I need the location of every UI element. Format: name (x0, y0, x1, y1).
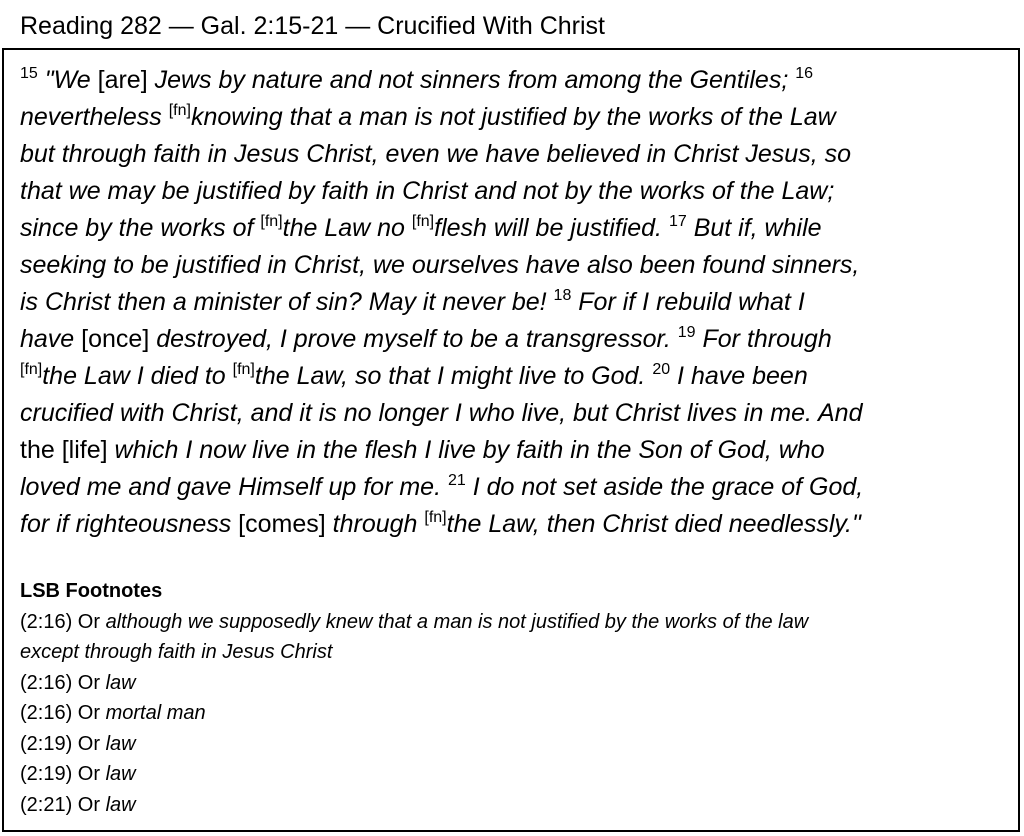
passage-line: seeking to be justified in Christ, we ourselves have also been found sinners, (20, 251, 860, 279)
footnote-marker[interactable]: [fn] (424, 509, 447, 526)
verse-number: 18 (553, 287, 572, 304)
supplied-word: [comes] (238, 510, 326, 538)
passage-line: loved me and gave Himself up for me. $^{21}$ I do not set aside the grace of God, (20, 472, 864, 501)
passage-line: for if righteousness [comes] through [fn]the Law, then Christ died needlessly." (20, 509, 861, 538)
footnote-marker[interactable]: [fn] (411, 213, 435, 230)
passage-line: $^{15}$ "We [are] Jews by nature and not sinners from among the Gentiles; $^{16}$ (20, 65, 814, 94)
passage-line: [fn]the Law I died to [fn]the Law, so that I might live to God. $^{20}$ I have been (20, 361, 808, 390)
passage-line: but through faith in Jesus Christ, even we have believed in Christ Jesus, so (20, 140, 851, 168)
reading-title: Reading 282 — Gal. 2:15-21 — Crucified With Christ (20, 12, 605, 40)
verse-number: 15 (20, 65, 38, 82)
verse-number: 17 (668, 213, 687, 230)
footnote-marker[interactable]: [fn] (232, 361, 255, 378)
supplied-word: [are] (97, 66, 148, 94)
footnote-item: except through faith in Jesus Christ (20, 641, 333, 663)
footnote-item: (2:21) Or law (20, 793, 136, 816)
scripture-passage (20, 62, 1010, 543)
passage-line: the [life] which I now live in the flesh I live by faith in the Son of God, who (20, 436, 825, 464)
supplied-word: [once] (81, 325, 150, 353)
passage-line: since by the works of [fn]the Law no [fn]flesh will be justified. $^{17}$ But if, while (20, 213, 822, 242)
supplied-word: [life] (61, 436, 108, 464)
passage-box (2, 48, 1020, 832)
footnote-marker[interactable]: [fn] (260, 213, 283, 230)
footnote-item: (2:16) Or law (20, 671, 136, 694)
verse-number: 21 (447, 472, 466, 489)
passage-line: crucified with Christ, and it is no longer I who live, but Christ lives in me. And (20, 399, 863, 427)
footnote-item: (2:16) Or although we supposedly knew that a man is not justified by the works of the law (20, 610, 809, 633)
passage-line: is Christ then a minister of sin? May it never be! $^{18}$ For if I rebuild what I (20, 287, 805, 316)
footnote-item: (2:16) Or mortal man (20, 702, 206, 724)
footnote-item: (2:19) Or law (20, 763, 136, 785)
footnote-marker[interactable]: [fn] (20, 361, 43, 378)
verse-number: 19 (677, 324, 696, 341)
passage-line: nevertheless [fn]knowing that a man is not justified by the works of the Law (20, 102, 836, 131)
footnotes-heading: LSB Footnotes (20, 580, 163, 602)
verse-number: 16 (795, 65, 814, 82)
passage-line: have [once] destroyed, I prove myself to be a transgressor. $^{19}$ For through (20, 324, 832, 353)
footnote-item: (2:19) Or law (20, 732, 136, 755)
passage-line: that we may be justified by faith in Christ and not by the works of the Law; (20, 177, 835, 205)
footnote-marker[interactable]: [fn] (168, 102, 191, 119)
footnotes-section (20, 576, 808, 820)
verse-number: 20 (652, 361, 671, 378)
